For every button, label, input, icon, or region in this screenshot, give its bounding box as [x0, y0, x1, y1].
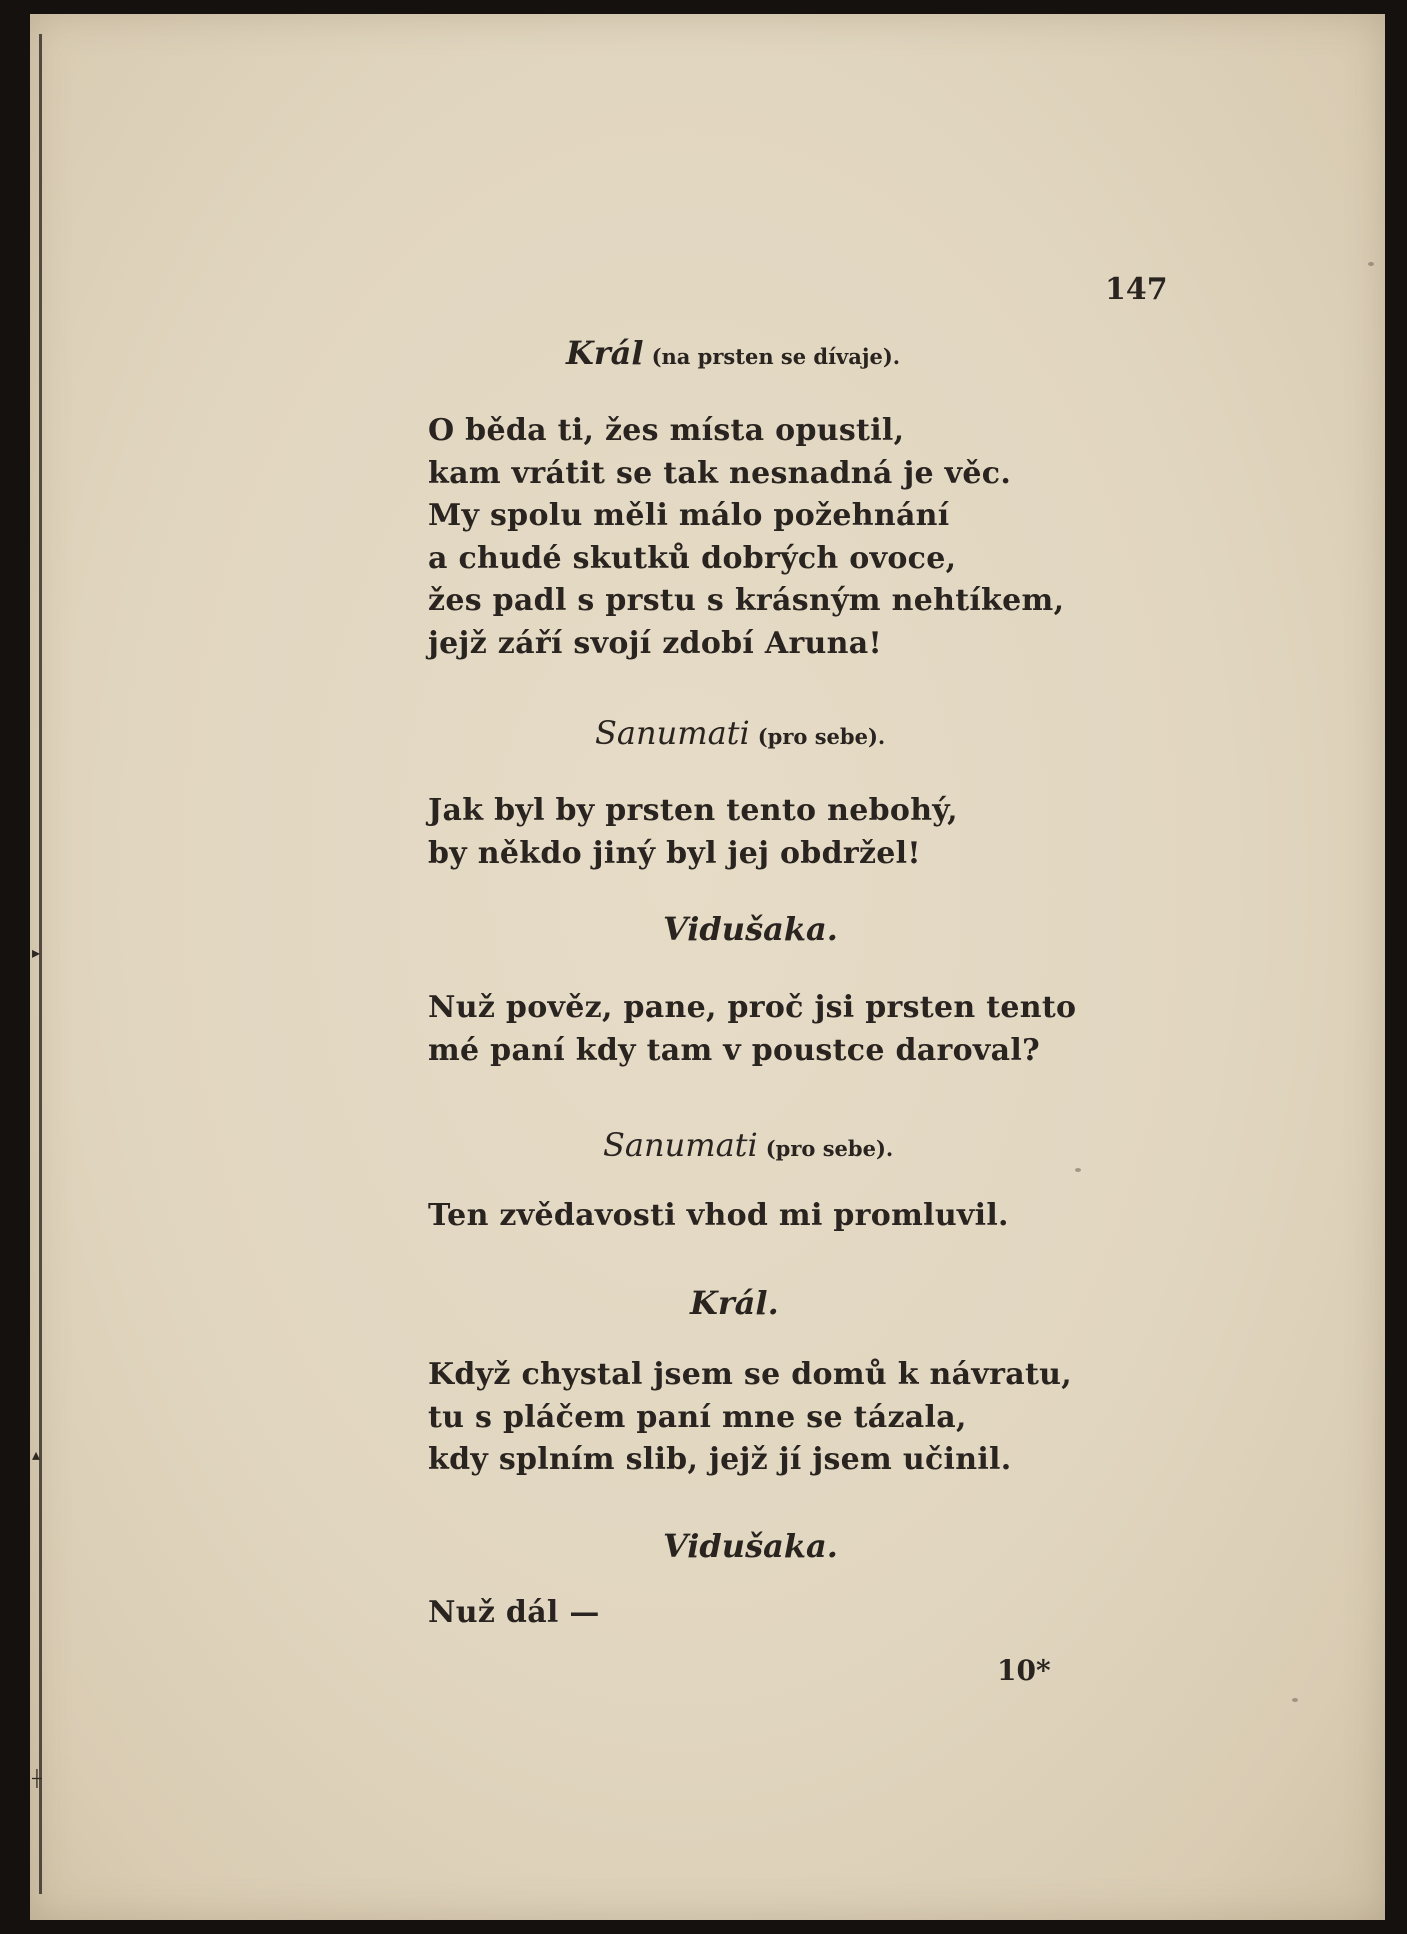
verse-block — [428, 987, 1076, 1072]
speaker-name: Král — [566, 334, 644, 372]
page-number: 147 — [1105, 272, 1168, 307]
verse-block — [428, 410, 1064, 665]
book-page — [30, 14, 1385, 1920]
verse-line: a chudé skutků dobrých ovoce, — [428, 540, 957, 576]
speaker-heading — [690, 1284, 787, 1322]
verse-line: My spolu měli málo požehnání — [428, 498, 950, 533]
speaker-heading — [663, 1527, 846, 1565]
verse-block — [428, 1195, 1009, 1238]
verse-line: kdy splním slib, jejž jí jsem učinil. — [428, 1442, 1012, 1477]
page-gutter-line — [39, 34, 42, 1894]
verse-block — [428, 1592, 600, 1635]
verse-line: O běda ti, žes místa opustil, — [428, 413, 905, 448]
gutter-mark: ▴ — [32, 1445, 41, 1464]
speaker-name: Sanumati — [595, 714, 750, 752]
speaker-heading — [566, 334, 900, 372]
verse-line: kam vrátit se tak nesnadná je věc. — [428, 455, 1012, 491]
speaker-heading — [595, 714, 885, 752]
verse-line: Když chystal jsem se domů k návratu, — [428, 1357, 1072, 1392]
speaker-heading — [663, 910, 846, 948]
verse-line: Jak byl by prsten tento nebohý, — [428, 793, 958, 828]
verse-block — [428, 1354, 1072, 1482]
verse-line: tu s pláčem paní mne se tázala, — [428, 1399, 967, 1435]
stage-direction: (na prsten se dívaje). — [651, 344, 901, 369]
speaker-name: Král. — [690, 1284, 779, 1322]
paper-speck — [1292, 1698, 1298, 1702]
signature-mark: 10* — [997, 1654, 1051, 1687]
verse-line: Nuž dál — — [428, 1595, 600, 1630]
verse-line: žes padl s prstu s krásným nehtíkem, — [428, 583, 1065, 618]
speaker-name: Vidušaka. — [663, 910, 838, 948]
gutter-mark: ▸ — [32, 943, 41, 962]
speaker-heading — [603, 1126, 893, 1164]
paper-speck — [1368, 262, 1374, 266]
stage-direction: (pro sebe). — [757, 724, 886, 749]
speaker-name: Vidušaka. — [663, 1527, 838, 1565]
stage-direction: (pro sebe). — [765, 1136, 894, 1161]
verse-line: jejž září svojí zdobí Aruna! — [428, 625, 882, 661]
speaker-name: Sanumati — [603, 1126, 758, 1164]
paper-speck — [1075, 1168, 1081, 1172]
verse-line: mé paní kdy tam v poustce daroval? — [428, 1032, 1040, 1068]
verse-line: Ten zvědavosti vhod mi promluvil. — [428, 1198, 1009, 1233]
verse-line: Nuž pověz, pane, proč jsi prsten tento — [428, 990, 1077, 1025]
verse-line: by někdo jiný byl jej obdržel! — [428, 835, 921, 871]
verse-block — [428, 790, 958, 875]
gutter-mark: ┼ — [32, 1769, 42, 1788]
